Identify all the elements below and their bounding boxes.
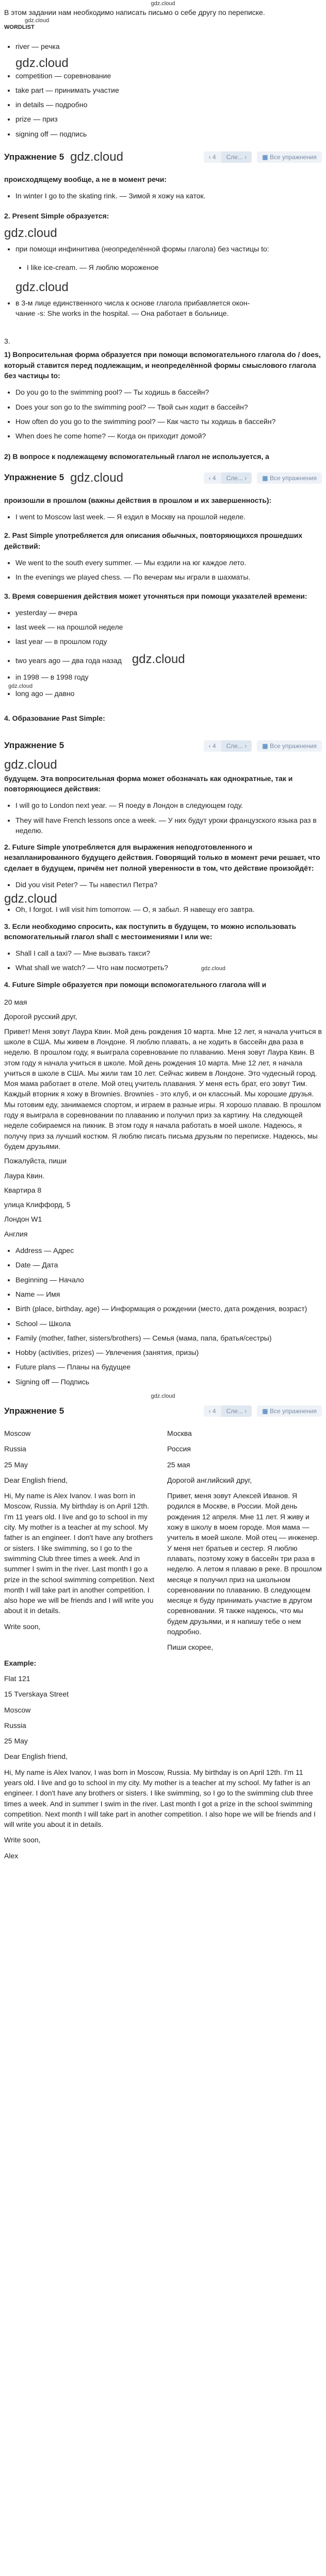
plan-street: улица Клиффорд, 5 <box>4 1200 71 1209</box>
watermark: gdz.cloud <box>15 56 69 70</box>
future-examples-2b <box>4 902 322 917</box>
example-line: Alex <box>4 1851 19 1860</box>
plan-item: • Birth (place, birthday, age) — Информация о рождении (место, дата рождения, возраст) <box>15 1301 322 1316</box>
letter-ru-line: Дорогой английский друг, <box>167 1476 252 1484</box>
time-marker: • in 1998 — в 1998 году <box>15 670 322 684</box>
letter-ru-body: Привет! Меня зовут Лаура Квин. Мой день рождения 10 марта. Мне 12 лет, я начала учиться в школе в США. Мы живем в Лондоне. Я люблю плавать, а не ходить в бассейн два раза в неделю. В прошлом году, я выиграла соревнование по плаванию. Меня зовут Лаура Квин. В этом году я начала учиться в школе. Мой день рождения 10 марта. Мне 12 лет, я начала учиться в школе в США. Мы жили там 10 лет. Сейчас живем в Лондоне. Это чудесный город. Моя мама работает в отеле. Мой отец учитель плавания. У меня есть брат, его зовут Тим. Каждый вторник я хожу в Brownies. Brownies - это клуб, и он классный. Мы хорошие друзья. Мы готовим еду, занимаемся спортом, и играем в разные игры. Я хорошо плаваю. В прошлом году я выиграла в соревновании по плаванию и получил приз за картину. На следующей неделе собираемся на пикник. В этом году я начала работать в моей школе. Надеюсь, я получу приз за лучший костюм. Я люблю писать письма друзьям по переписке. Надеюсь, мы будем друзьями. <box>4 1027 322 1150</box>
next-exercise-button[interactable]: Сле... › <box>221 472 252 484</box>
example-line: 15 Tverskaya Street <box>4 1690 69 1699</box>
example-item: • When does he come home? — Когда он приходит домой? <box>15 429 322 443</box>
letter-ru-line: Россия <box>167 1445 191 1453</box>
rule-item: • в 3-м лице единственного числа к основе глагола прибавляется окон- чание -s: She works in the hospital. — Она работает в больнице. <box>15 296 322 321</box>
wordlist-cont <box>4 69 322 141</box>
time-marker: • last year — в прошлом году <box>15 634 322 649</box>
future-simple-tail: будущем. Эта вопросительная форма может обозначать как однократные, так и повторяющиеся действия: <box>4 774 293 793</box>
section-number: 3. <box>4 337 10 346</box>
plan-item: • Name — Имя <box>15 1287 322 1301</box>
example-section <box>4 1658 322 1861</box>
past-simple-example <box>4 510 322 524</box>
watermark: gdz.cloud <box>70 150 123 164</box>
plan-item: • School — Школа <box>15 1316 322 1331</box>
prev-exercise-button[interactable]: ‹ 4 <box>204 151 221 163</box>
all-exercises-button[interactable]: ▦ Все упражнения <box>257 1405 322 1417</box>
letter-en-line: Russia <box>4 1445 26 1453</box>
time-markers <box>4 605 322 684</box>
time-marker: • long ago — давно <box>15 686 322 701</box>
exercise-nav <box>204 151 322 163</box>
future-examples-3 <box>4 946 322 975</box>
plan-item: • Address — Адрес <box>15 1243 322 1258</box>
all-exercises-button[interactable]: ▦ Все упражнения <box>257 151 322 163</box>
letter-en-line: Write soon, <box>4 1622 41 1631</box>
past-simple-rule-2: 2. Past Simple употребляется для описания обычных, повторяющихся прошедших действий: <box>4 531 303 550</box>
wordlist-item: • prize — приз <box>15 112 322 126</box>
example-item: • Does your son go to the swimming pool? — Твой сын ходит в бассейн? <box>15 400 322 414</box>
letter-ru-name: Лаура Квин. <box>4 1171 45 1180</box>
plan-item: • Beginning — Начало <box>15 1273 322 1287</box>
question-examples <box>4 385 322 443</box>
example-item: • What shall we watch? — Что нам посмотреть? gdz.cloud <box>15 960 322 975</box>
past-simple-rule-3: 3. Время совершения действия может уточняться при помощи указателей времени: <box>4 591 307 600</box>
prev-exercise-button[interactable]: ‹ 4 <box>204 740 221 752</box>
wordlist <box>4 39 322 54</box>
example-line: Moscow <box>4 1705 31 1714</box>
letter-col-ru <box>167 1428 322 1658</box>
exercise-title: Упражнение 5 gdz.cloud <box>4 470 123 486</box>
example-item: • I went to Moscow last week. — Я ездил в Москву на прошлой неделе. <box>15 510 322 524</box>
plan-item: • Hobby (activities, prizes) — Увлечения (занятия, призы) <box>15 1345 322 1360</box>
exercise-title: Упражнение 5 <box>4 740 64 751</box>
question-form-rule: 1) Вопросительная форма образуется при помощи вспомогательного глагола do / does, который ставится перед подлежащим, и неопределённой формы смыслового глагола без частицы to: <box>4 350 321 380</box>
example-line: Hi, My name is Alex Ivanov, I was born in Moscow, Russia. My birthday is on April 12th. I'm 11 years old. I live and go to school in my city. My mother is a teacher at my school. My father is an engineer. I don't have any brothers or sisters. I like swimming, so I go to the swimming club three times a week. And in summer I swim in the river. Last month I got a prize in the school swimming competition. Next month I will take part in another competition. I also hope we will be friends and I will write you about it in details. <box>4 1768 316 1829</box>
grid-icon: ▦ <box>262 154 268 161</box>
past-simple-tail: произошли в прошлом (важны действия в прошлом и их завершенность): <box>4 496 272 504</box>
watermark: gdz.cloud <box>70 470 123 485</box>
prev-exercise-button[interactable]: ‹ 4 <box>204 472 221 484</box>
time-marker: • last week — на прошлой неделе <box>15 620 322 634</box>
watermark-small: gdz.cloud <box>25 18 50 24</box>
example-item: • In the evenings we played chess. — По вечерам мы играли в шахматы. <box>15 570 322 584</box>
all-exercises-button[interactable]: ▦ Все упражнения <box>257 472 322 484</box>
intro-text: В этом задании нам необходимо написать письмо о себе другу по переписке. <box>4 8 265 16</box>
exercise-nav <box>204 1405 322 1417</box>
example-line: Flat 121 <box>4 1674 30 1683</box>
letter-ru-line: 25 мая <box>167 1460 190 1469</box>
example-line: Dear English friend, <box>4 1752 68 1761</box>
exercise-nav-bar <box>4 734 322 758</box>
letter-columns <box>4 1428 322 1658</box>
watermark-small: gdz.cloud <box>201 965 225 972</box>
example-item: • They will have French lessons once a week. — У них будут уроки французского языка раз в неделю. <box>15 813 322 838</box>
exercise-nav <box>204 740 322 752</box>
letter-en-line: Hi, My name is Alex Ivanov. I was born in Moscow, Russia. My birthday is on April 12th. I'm 11 years old. I live and go to school in my city. My mother is a teacher at my school. My father is an engineer. I don't have any brothers or sisters. I like swimming, so I go to the swimming Club three times a week. And in summer I swim in the river. Last month I go a prize in the school swimming competition. Next month I will take part in another competition. I also hope we will be friends and I will write you about it in details. <box>4 1492 155 1615</box>
letter-ru-signoff: Пожалуйста, пиши <box>4 1157 67 1165</box>
plan-item: • Future plans — Планы на будущее <box>15 1360 322 1374</box>
present-simple-example2 <box>4 260 322 275</box>
watermark: gdz.cloud <box>4 892 57 906</box>
present-simple-tail: происходящему вообще, а не в момент речи: <box>4 175 167 184</box>
letter-col-en <box>4 1428 159 1658</box>
present-simple-examples <box>4 189 322 203</box>
example-line: 25 May <box>4 1737 28 1745</box>
exercise-nav-bar <box>4 145 322 169</box>
exercise-nav-bar <box>4 1399 322 1423</box>
present-simple-rules-b <box>4 296 322 321</box>
question-form-rule-2: 2) В вопросе к подлежащему вспомогательный глагол не используется, а <box>4 452 269 461</box>
letter-ru-date: 20 мая <box>4 998 27 1007</box>
rule-item: • при помощи инфинитива (неопределённой формы глагола) без частицы to: <box>15 242 322 256</box>
plan-address: Квартира 8 <box>4 1185 42 1194</box>
example-item: • Oh, I forgot. I will visit him tomorrow. — О, я забыл. Я навещу его завтра. <box>15 902 322 917</box>
future-examples-2 <box>4 877 322 892</box>
all-exercises-button[interactable]: ▦ Все упражнения <box>257 740 322 752</box>
watermark-small: gdz.cloud <box>8 683 33 690</box>
prev-exercise-button[interactable]: ‹ 4 <box>204 1405 221 1417</box>
example-item: • In winter I go to the skating rink. — Зимой я хожу на каток. <box>15 189 322 203</box>
letter-en-line: Moscow <box>4 1429 31 1437</box>
exercise-nav-bar <box>4 466 322 490</box>
plan-city: Лондон W1 <box>4 1215 42 1224</box>
exercise-nav <box>204 472 322 484</box>
time-marker: • yesterday — вчера <box>15 605 322 620</box>
wordlist-item: • competition — соревнование <box>15 69 322 83</box>
letter-en-line: 25 May <box>4 1460 28 1469</box>
plan-country: Англия <box>4 1229 28 1238</box>
letter-ru-line: Пиши скорее, <box>167 1643 214 1652</box>
watermark: gdz.cloud <box>4 226 57 240</box>
present-simple-rules <box>4 242 322 256</box>
exercise-title: Упражнение 5 <box>4 1405 64 1416</box>
watermark-small: gdz.cloud <box>151 1393 175 1399</box>
example-item: • I will go to London next year. — Я поеду в Лондон в следующем году. <box>15 798 322 812</box>
future-rule-3: 3. Если необходимо спросить, как поступить в будущем, то можно использовать вспомогательный глагол shall с местоимениями I или we: <box>4 922 297 941</box>
past-simple-examples <box>4 555 322 585</box>
present-simple-heading: 2. Present Simple образуется: <box>4 211 109 220</box>
example-item: • We went to the south every summer. — Мы ездили на юг каждое лето. <box>15 555 322 570</box>
time-marker: • two years ago — два года назад gdz.cloud <box>15 649 322 670</box>
plan-item: • Date — Дата <box>15 1258 322 1272</box>
time-markers-cont <box>4 686 322 701</box>
example-item: • Did you visit Peter? — Ты навестил Петра? <box>15 877 322 892</box>
future-examples <box>4 798 322 838</box>
watermark: gdz.cloud <box>132 652 185 666</box>
letter-ru-greeting: Дорогой русский друг, <box>4 1012 77 1021</box>
watermark: gdz.cloud <box>15 280 69 294</box>
exercise-title: Упражнение 5 gdz.cloud <box>4 149 123 165</box>
next-exercise-button[interactable]: Сле... › <box>221 151 252 163</box>
grid-icon: ▦ <box>262 742 268 750</box>
example-label: Example: <box>4 1658 37 1667</box>
letter-en-line: Dear English friend, <box>4 1476 68 1484</box>
grid-icon: ▦ <box>262 1407 268 1415</box>
grid-icon: ▦ <box>262 474 268 482</box>
example-item: • How often do you go to the swimming pool? — Как часто ты ходишь в бассейн? <box>15 414 322 429</box>
watermark-top: gdz.cloud <box>151 1 175 7</box>
past-simple-rule-4: 4. Образование Past Simple: <box>4 714 105 723</box>
next-exercise-button[interactable]: Сле... › <box>221 1405 252 1417</box>
wordlist-label: WORDLIST <box>4 24 35 31</box>
future-rule-2: 2. Future Simple употребляется для выражения неподготовленного и незапланированного будущего действия. Говорящий только в момент речи решает, что сделает в будущем, причём нет полной уверенности в том, что действие произойдёт: <box>4 843 320 872</box>
wordlist-item: • in details — подробно <box>15 97 322 112</box>
letter-ru-line: Москва <box>167 1429 192 1437</box>
example-line: Russia <box>4 1721 26 1730</box>
wordlist-item: • river — речка <box>15 39 322 54</box>
wordlist-item: • signing off — подпись <box>15 127 322 141</box>
wordlist-item: • take part — принимать участие <box>15 83 322 97</box>
plan-item: • Signing off — Подпись <box>15 1375 322 1389</box>
letter-ru-line: Привет, меня зовут Алексей Иванов. Я родился в Москве, в России. Мой день рождения 12 апреля. Мне 11 лет. Я живу и хожу в школу в моем городе. Моя мама — учитель в моей школе. Мой отец — инженер. У меня нет братьев и сестер. Я люблю плавать, поэтому хожу в бассейн три раза в неделю. А летом я плаваю в реке. В прошлом месяце я получил приз на школьном соревновании по плаванию. В следующем месяце я буду принимать участие в другом соревновании. Я также надеюсь, что мы будем друзьями, и я напишу тебе о нем подробно. <box>167 1492 322 1636</box>
example-line: Write soon, <box>4 1836 41 1844</box>
next-exercise-button[interactable]: Сле... › <box>221 740 252 752</box>
example-item: • Shall I call a taxi? — Мне вызвать такси? <box>15 946 322 960</box>
future-rule-4: 4. Future Simple образуется при помощи вспомогательного глагола will и <box>4 980 267 989</box>
example-item: • I like ice-cream. — Я люблю мороженое <box>27 260 322 275</box>
example-item: • Do you go to the swimming pool? — Ты ходишь в бассейн? <box>15 385 322 399</box>
watermark: gdz.cloud <box>4 757 57 772</box>
plan-item: • Family (mother, father, sisters/brothers) — Семья (мама, папа, братья/сестры) <box>15 1331 322 1345</box>
plan-list <box>4 1243 322 1389</box>
